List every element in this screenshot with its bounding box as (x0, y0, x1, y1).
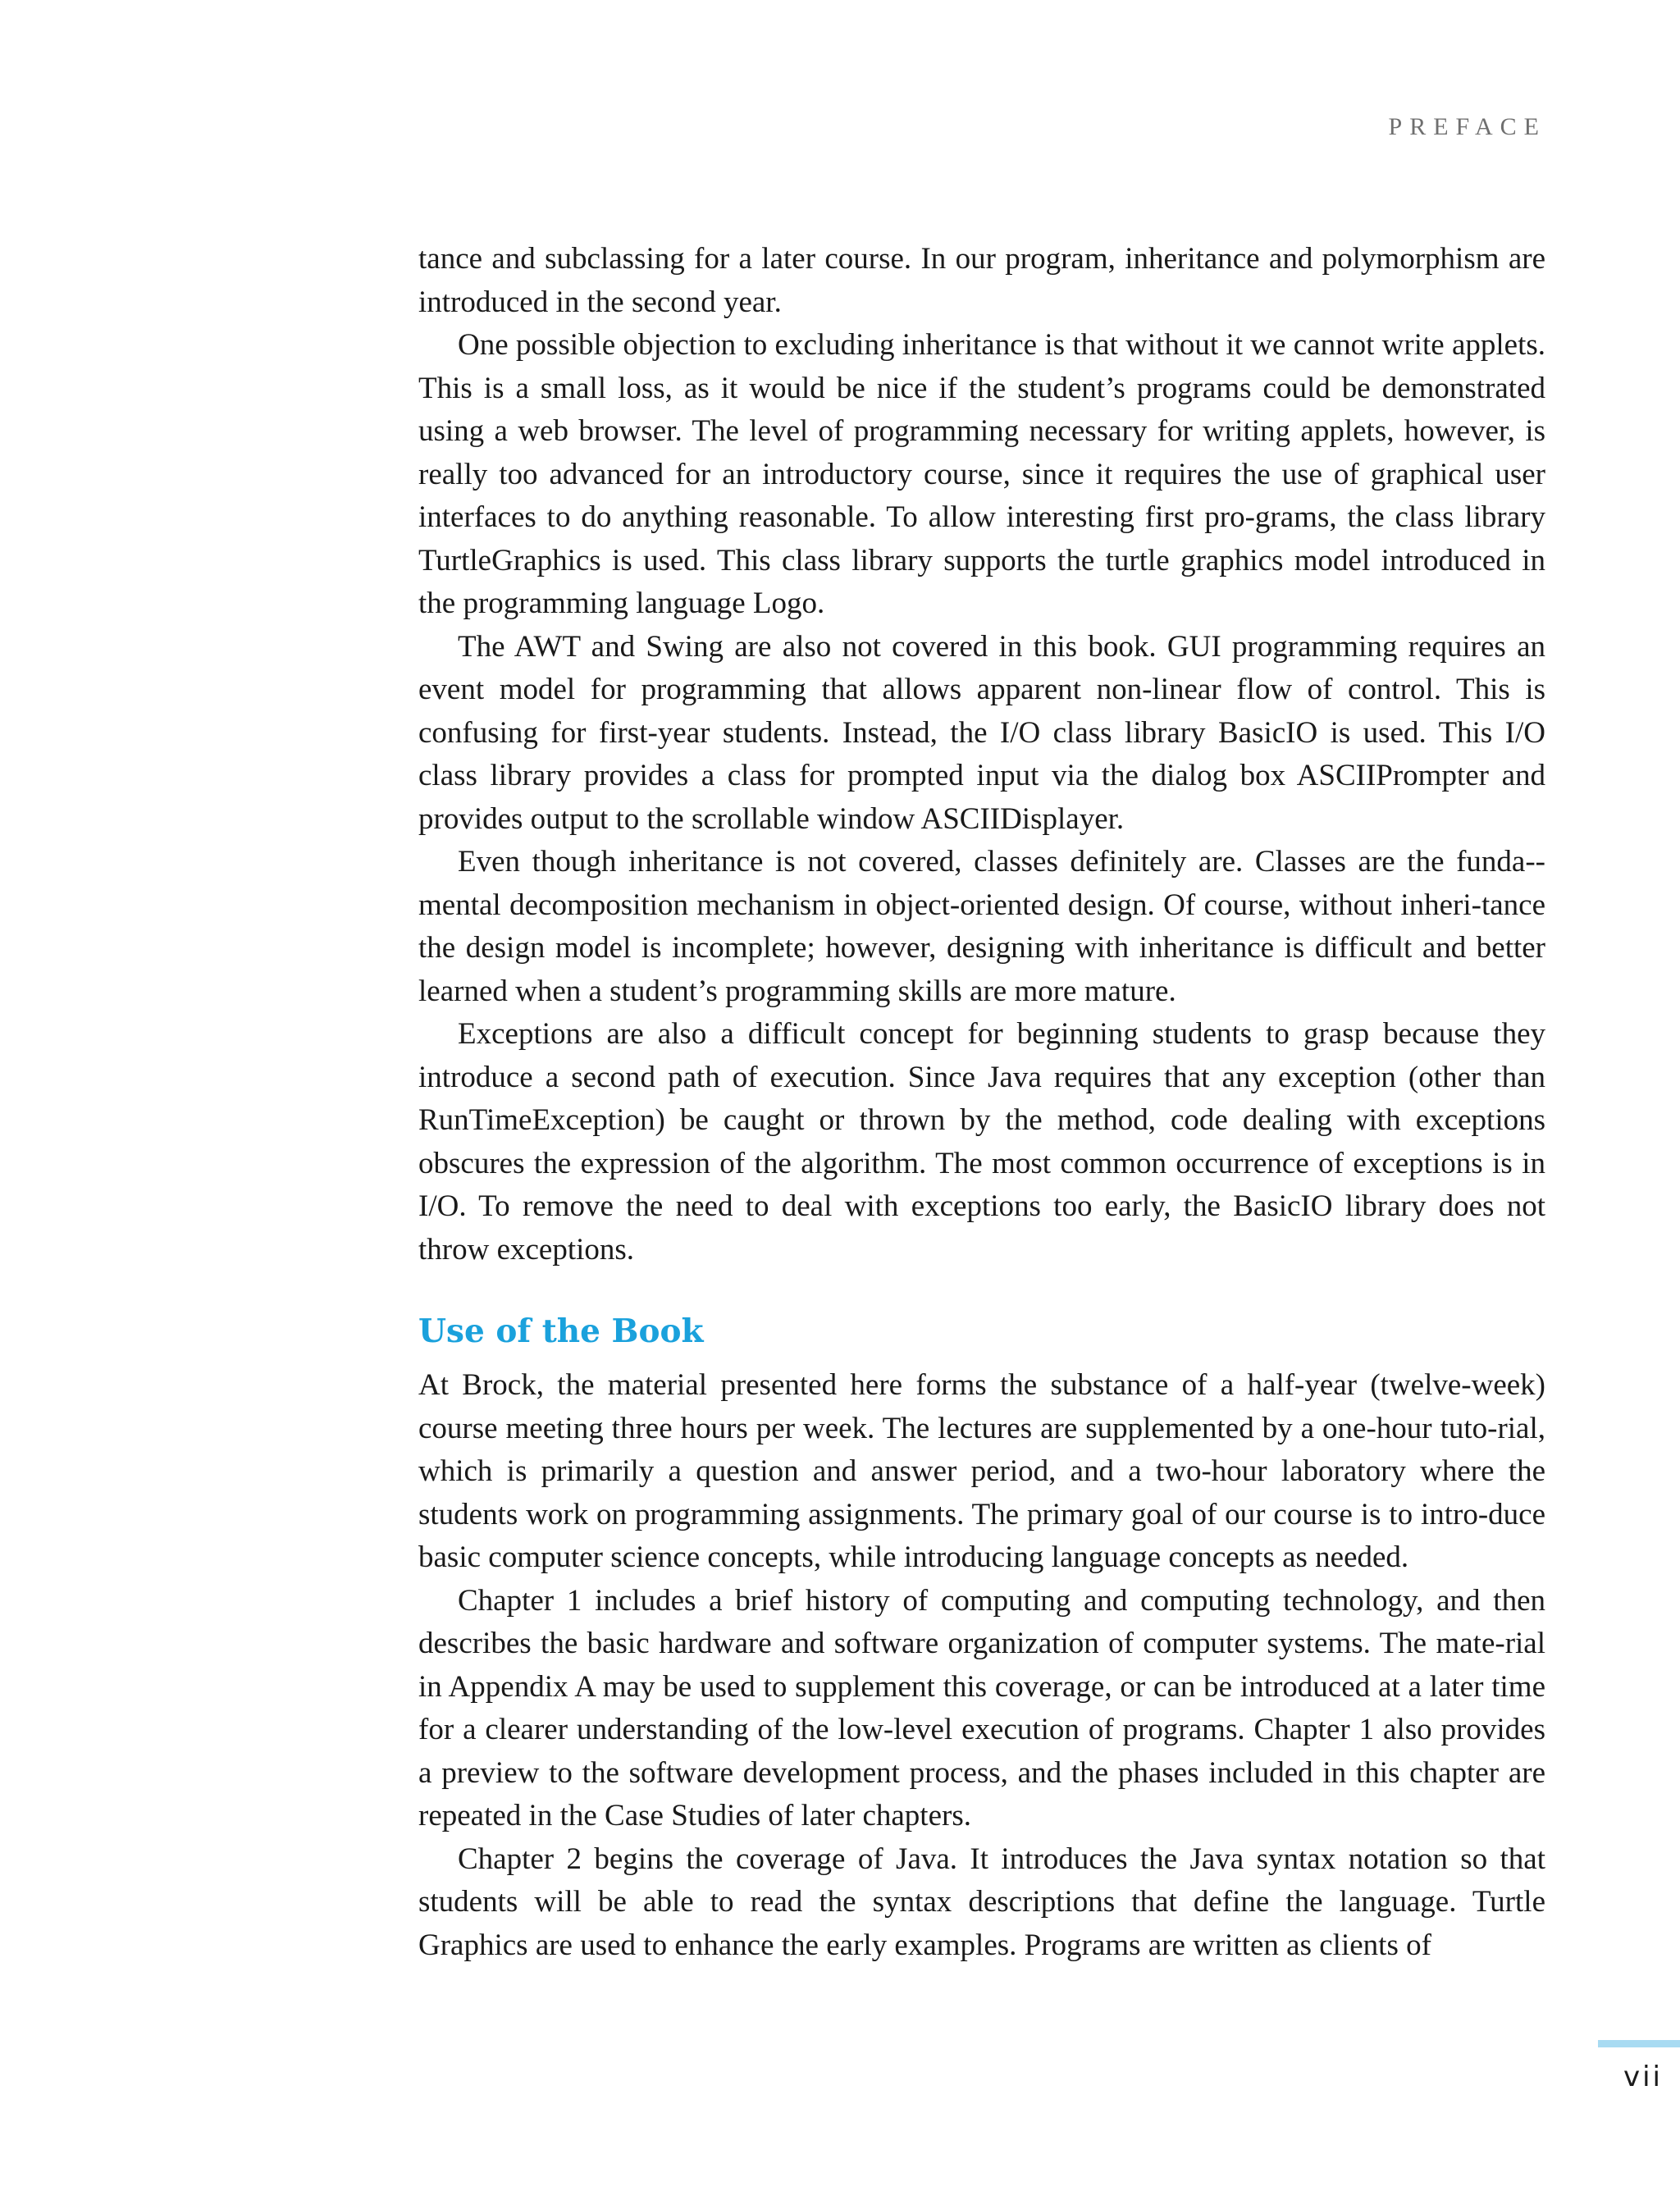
paragraph-exceptions: Exceptions are also a difficult concept for beginning students to grasp because they introduce a second path of execution. Since Java requires that any exception (other than RunTimeException) be caught or thrown by the method, code dealing with exceptions obscures the expression of the algorithm. The most common occurrence of exceptions is in I/O. To remove the need to deal with exceptions too early, the BasicIO library does not throw exceptions. (418, 1017, 1545, 1267)
paragraph-applets: One possible objection to excluding inheritance is that without it we cannot write applets. This is a small loss, as it would be nice if the student’s programs could be demonstrated using a web browser. The level of programming necessary for writing applets, however, is really too advanced for an introductory course, since it requires the use of graphical user interfaces to do anything reasonable. To allow interesting first pro-grams, the class library TurtleGraphics is used. This class library supports the turtle graphics model introduced in the programming language Logo. (418, 328, 1545, 620)
paragraph-chapter-1: Chapter 1 includes a brief history of computing and computing technology, and then describes the basic hardware and software organization of computer systems. The mate-rial in Appendix A may be used to supplement this coverage, or can be introduced at a later time for a clearer understanding of the low-level execution of programs. Chapter 1 also provides a preview to the software development process, and the phases included in this chapter are repeated in the Case Studies of later chapters. (418, 1583, 1545, 1832)
paragraph-classes: Even though inheritance is not covered, classes definitely are. Classes are the funda-mental decomposition mechanism in object-oriented design. Of course, without inheri-tance the design model is incomplete; however, designing with inheritance is difficult and better learned when a student’s programming skills are more mature. (418, 845, 1545, 1008)
paragraph-continued: tance and subclassing for a later course. In our program, inheritance and polymorphism are introduced in the second year. (418, 242, 1545, 319)
paragraph-chapter-2: Chapter 2 begins the coverage of Java. It introduces the Java syntax notation so that students will be able to read the syntax descriptions that define the language. Turtle Graphics are used to enhance the early examples. Programs are written as clients of (418, 1842, 1545, 1962)
section-heading: Use of the Book (418, 1312, 704, 1350)
paragraph-awt-swing: The AWT and Swing are also not covered in this book. GUI programming requires an event model for programming that allows apparent non-linear flow of control. This is confusing for first-year students. Instead, the I/O class library BasicIO is used. This I/O class library provides a class for prompted input via the dialog box ASCIIPrompter and provides output to the scrollable window ASCIIDisplayer. (418, 629, 1545, 836)
page-number-rule (1598, 2040, 1680, 2047)
page-number: vii (1623, 2061, 1663, 2093)
running-head: PREFACE (1388, 113, 1546, 140)
paragraph-brock: At Brock, the material presented here forms the substance of a half-year (twelve-week) course meeting three hours per week. The lectures are supplemented by a one-hour tuto-rial, which is primarily a question and answer period, and a two-hour laboratory where the students work on programming assignments. The primary goal of our course is to intro-duce basic computer science concepts, while introducing language concepts as needed. (418, 1368, 1545, 1574)
body-text (418, 238, 1545, 1967)
